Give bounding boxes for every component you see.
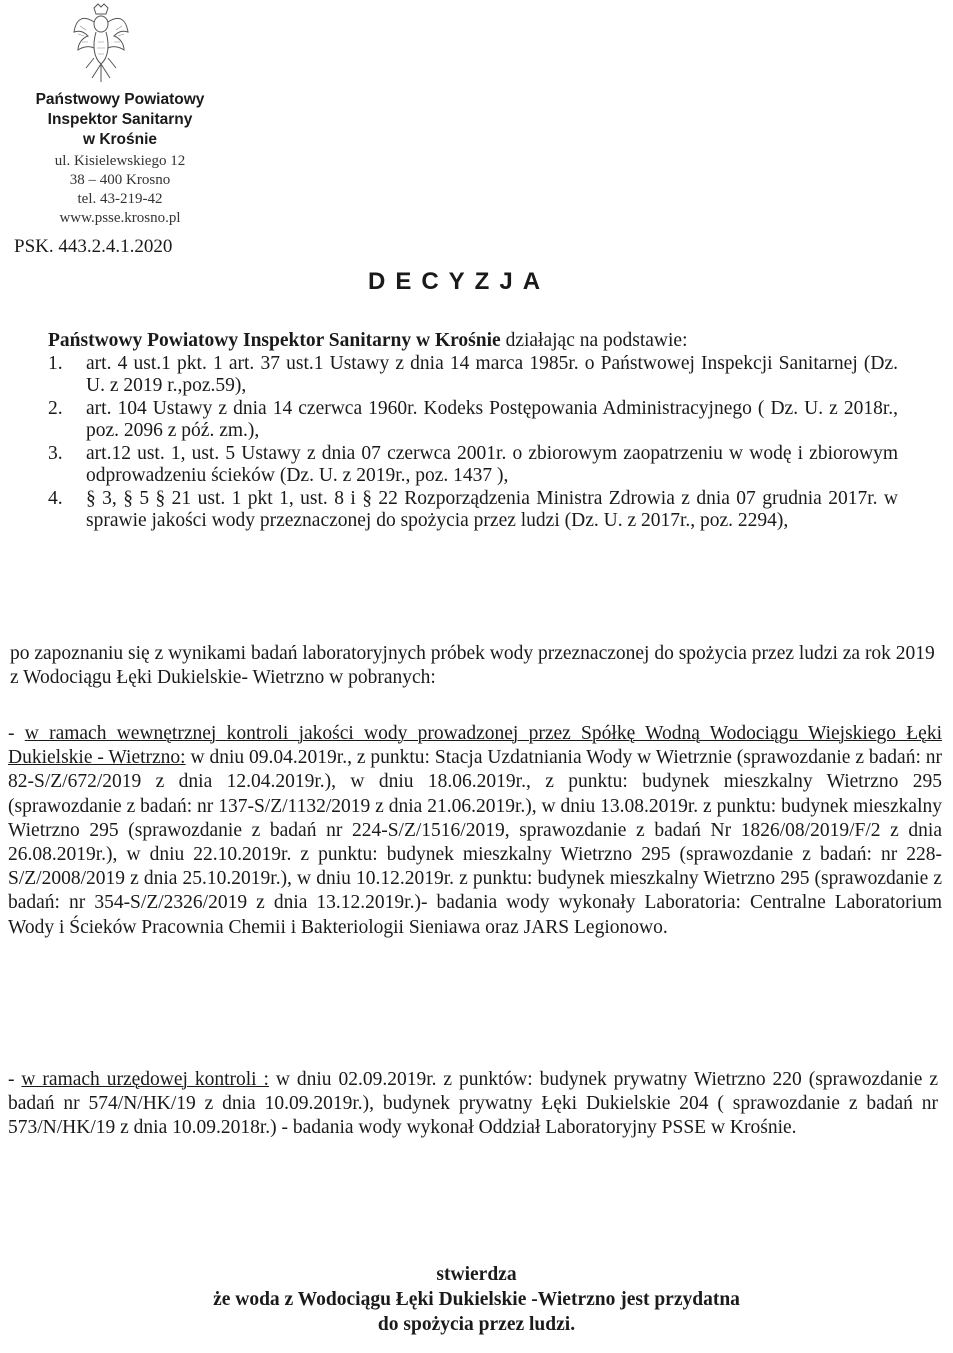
case-reference: PSK. 443.2.4.1.2020: [14, 236, 173, 257]
agency-line: Inspektor Sanitarny: [47, 111, 193, 128]
legal-basis-item: [48, 398, 898, 443]
dash: -: [8, 1069, 22, 1090]
address-line: ul. Kisielewskiego 12: [54, 153, 186, 169]
legal-basis-item: [48, 488, 898, 533]
address-line: www.psse.krosno.pl: [59, 210, 181, 226]
agency-line: Państwowy Powiatowy: [35, 91, 205, 108]
decision-conclusion: [0, 1262, 953, 1337]
official-control-heading: w ramach urzędowej kontroli :: [21, 1069, 269, 1090]
internal-control-text: w dniu 09.04.2019r., z punktu: Stacja Uzdatniania Wody w Wietrznie (sprawozdanie z badań: nr 82-S/Z/672/2019 z dnia 12.04.2019r.), w dniu 18.06.2019r., z punktu: budynek mieszkalny Wietrzno 295 (sprawozdanie z badań: nr 137-S/Z/1132/2019 z dnia 21.06.2019r.), w dniu 13.08.2019r. z punktu: budynek mieszkalny Wietrzno 295 (sprawozdanie z badań nr 224-S/Z/1516/2019, sprawozdanie z badań Nr 1826/08/2019/F/2 z dnia 26.08.2019r.), w dniu 22.10.2019r. z punktu: budynek mieszkalny Wietrzno 295 (sprawozdanie z badań: nr 228-S/Z/2008/2019 z dnia 25.10.2019r.), w dniu 10.12.2019r. z punktu: budynek mieszkalny Wietrzno 295 (sprawozdanie z badań: nr 354-S/Z/2326/2019 z dnia 13.12.2019r.)- badania wody wykonały Laboratoria: Centralne Laboratorium Wody i Ścieków Pracownia Chemii i Bakteriologii Sieniawa oraz JARS Legionowo.: [8, 747, 942, 938]
agency-address: [20, 152, 220, 228]
issuing-authority: Państwowy Powiatowy Inspektor Sanitarny w Krośnie: [48, 330, 501, 351]
agency-name: [20, 90, 220, 150]
address-line: tel. 43-219-42: [77, 191, 163, 207]
official-control-text: w dniu 02.09.2019r. z punktów: budynek prywatny Wietrzno 220 (sprawozdanie z badań nr 574/N/HK/19 z dnia 10.09.2019r.), budynek prywatny Łęki Dukielskie 204 ( sprawozdanie z badań nr 573/N/HK/19 z dnia 10.09.2018r.) - badania wody wykonał Oddział Laboratoryjny PSSE w Krośnie.: [8, 1069, 938, 1139]
item-number: 2.: [48, 397, 63, 419]
item-number: 3.: [48, 442, 63, 464]
conclusion-line: że woda z Wodociągu Łęki Dukielskie -Wietrzno jest przydatna: [213, 1289, 740, 1310]
item-text: art.12 ust. 1, ust. 5 Ustawy z dnia 07 czerwca 2001r. o zbiorowym zaopatrzeniu w wodę i zbiorowym odprowadzeniu ścieków (Dz. U. z 2019r., poz. 1437 ),: [86, 442, 898, 486]
intro-line: [48, 330, 898, 353]
legal-basis-section: [48, 330, 898, 533]
agency-line: w Krośnie: [82, 131, 158, 148]
legal-basis-item: [48, 443, 898, 488]
document-title: DECYZJA: [368, 268, 551, 295]
item-text: art. 4 ust.1 pkt. 1 art. 37 ust.1 Ustawy z dnia 14 marca 1985r. o Państwowej Inspekcji Sanitarnej (Dz. U. z 2019 r.,poz.59),: [86, 352, 898, 396]
findings-intro-paragraph: po zapoznaniu się z wynikami badań laboratoryjnych próbek wody przeznaczonej do spożycia przez ludzi za rok 2019 z Wodociągu Łęki Dukielskie- Wietrzno w pobranych:: [10, 643, 935, 688]
dash: -: [8, 723, 25, 744]
conclusion-line: do spożycia przez ludzi.: [377, 1314, 576, 1335]
item-text: § 3, § 5 § 21 ust. 1 pkt 1, ust. 8 i § 22 Rozporządzenia Ministra Zdrowia z dnia 07 grudnia 2017r. w sprawie jakości wody przeznaczonej do spożycia przez ludzi (Dz. U. z 2017r., poz. 2294),: [86, 487, 898, 531]
legal-basis-list: [48, 353, 898, 533]
internal-control-heading: w ramach wewnętrznej kontroli jakości wody prowadzonej przez Spółkę Wodną Wodociągu Wiejskiego Łęki Dukielskie - Wietrzno:: [8, 723, 942, 769]
basis-text: działając na podstawie:: [500, 330, 688, 351]
polish-eagle-emblem-icon: [72, 2, 130, 86]
legal-basis-item: [48, 353, 898, 398]
item-number: 4.: [48, 487, 63, 509]
official-control-paragraph: [8, 1068, 938, 1141]
conclusion-verb: stwierdza: [436, 1264, 517, 1285]
internal-control-paragraph: [8, 722, 942, 940]
item-text: art. 104 Ustawy z dnia 14 czerwca 1960r. Kodeks Postępowania Administracyjnego ( Dz. U. z 2018r., poz. 2096 z póź. zm.),: [86, 397, 898, 441]
item-number: 1.: [48, 352, 63, 374]
address-line: 38 – 400 Krosno: [69, 172, 171, 188]
